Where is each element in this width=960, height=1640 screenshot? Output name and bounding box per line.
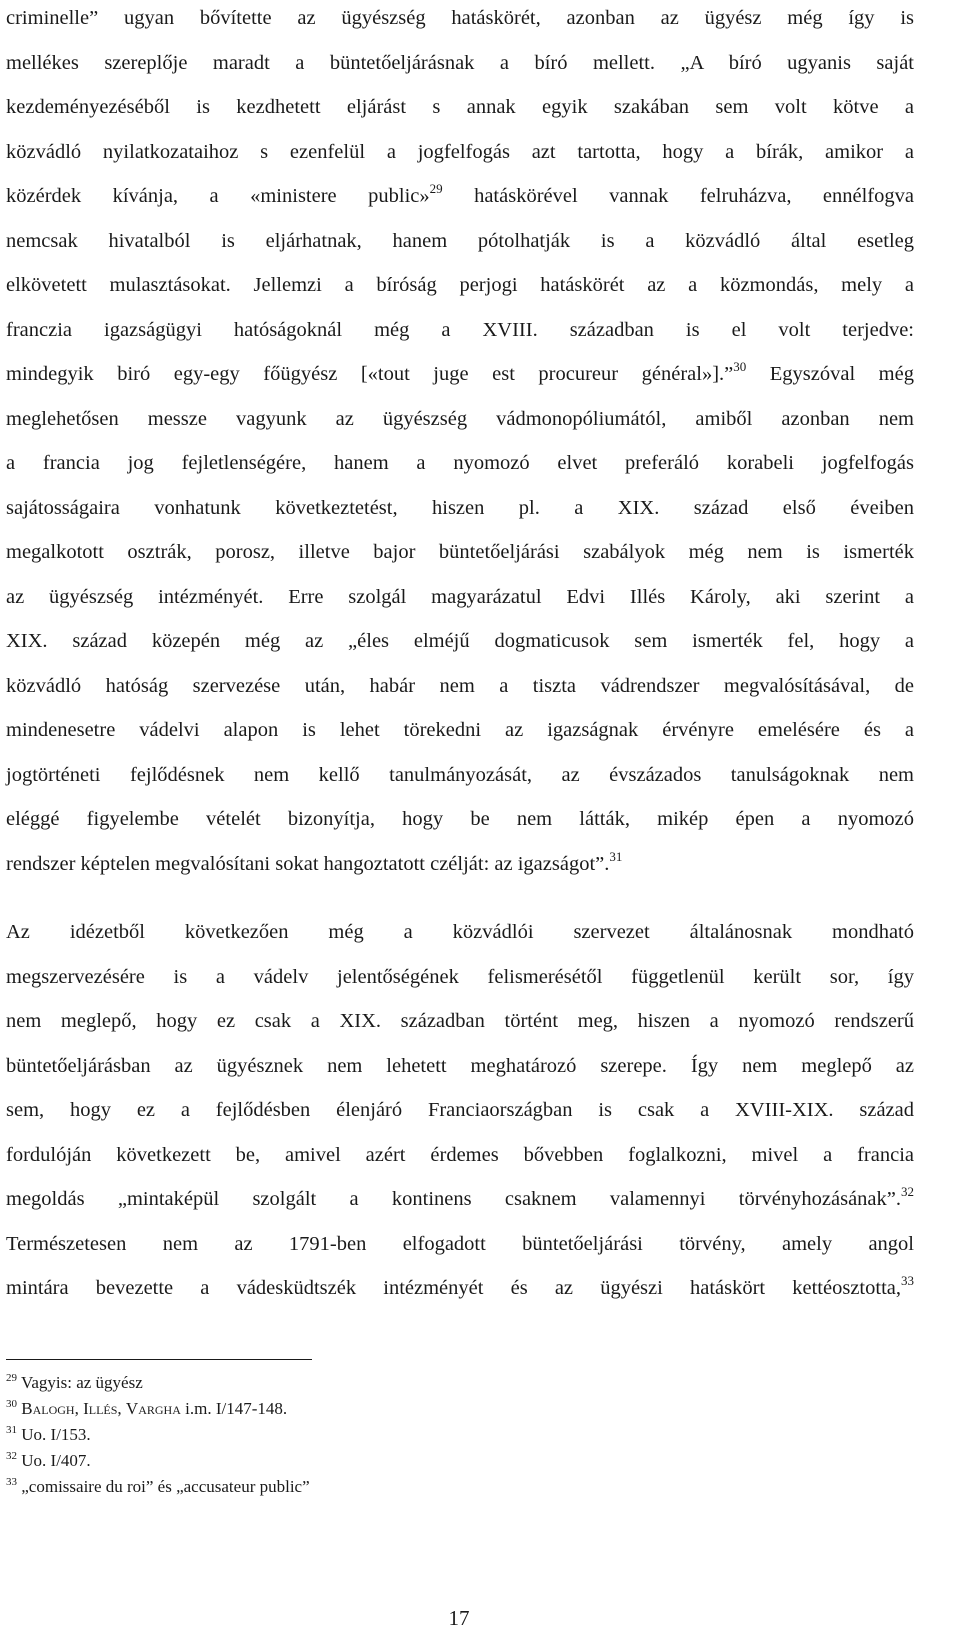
text-line: az ügyészség intézményét. Erre szolgál magyarázatul Edvi Illés Károly, aki szerint a [6,585,914,608]
footnote-author: Illés [83,1399,118,1418]
footnote-ref-33[interactable]: 33 [901,1273,914,1288]
footnote-separator [6,1359,312,1360]
line-text: hatáskörével vannak felruházva, ennélfogva [442,185,914,207]
line-text: mintára bevezette a vádesküdtszék intézményét és az ügyészi hatáskört kettéosztotta, [6,1277,901,1299]
footnote-text: Uo. I/407. [21,1451,91,1470]
footnote-ref-32[interactable]: 32 [901,1184,914,1199]
text-line: a francia jog fejletlenségére, hanem a nyomozó elvet preferáló korabeli jogfelfogás [6,452,914,474]
text-line: sajátosságaira vonhatunk következtetést, hiszen pl. a XIX. század első éveiben [6,496,914,519]
text-line: kezdeményezéséből is kezdhetett eljárást s annak egyik szakában sem volt kötve a [6,96,914,118]
footnote-number: 30 [6,1398,17,1410]
footnote-number: 31 [6,1424,17,1436]
footnote-text: Vagyis: az ügyész [20,1373,143,1392]
line-text: közérdek kívánja, a «ministere public» [6,185,430,207]
line-text: mindegyik biró egy-egy főügyész [«tout juge est procureur général»].” [6,363,734,385]
footnotes [6,1370,310,1500]
footnote-number: 32 [6,1450,17,1462]
text-line [6,174,914,219]
paragraph-1 [6,0,914,886]
text-line: XIX. század közepén még az „éles elméjű dogmaticusok sem ismerték fel, hogy a [6,630,914,652]
text-line [6,1266,914,1311]
line-text: Egyszóval még [746,363,914,385]
text-line: megalkotott osztrák, porosz, illetve bajor büntetőeljárási szabályok még nem is ismerték [6,541,914,563]
text-line: mindenesetre vádelvi alapon is lehet törekedni az igazságnak érvényre emelésére és a [6,719,914,741]
footnote-text: „comissaire du roi” és „accusateur public” [21,1477,310,1496]
text-line: criminelle” ugyan bővítette az ügyészség hatáskörét, azonban az ügyész még így is [6,7,914,29]
footnote-author: Vargha [125,1399,181,1418]
text-line: mellékes szereplője maradt a büntetőeljárásnak a bíró mellett. „A bíró ugyanis saját [6,51,914,74]
footnote-33 [6,1474,310,1500]
text-line: sem, hogy ez a fejlődésben élenjáró Franciaországban is csak a XVIII-XIX. század [6,1099,914,1121]
text-line: elkövetett mulasztásokat. Jellemzi a bíróság perjogi hatáskörét az a közmondás, mely a [6,274,914,296]
footnote-32 [6,1448,310,1474]
text-line: büntetőeljárásban az ügyésznek nem lehetett meghatározó szerepe. Így nem meglepő az [6,1054,914,1077]
text-line: nem meglepő, hogy ez csak a XIX. században történt meg, hiszen a nyomozó rendszerű [6,1010,914,1032]
text-line: franczia igazságügyi hatóságoknál még a XVIII. században is el volt terjedve: [6,318,914,341]
footnote-ref-31[interactable]: 31 [609,848,623,864]
text-line: közvádló nyilatkozataihoz s ezenfelül a jogfelfogás azt tartotta, hogy a bírák, amikor a [6,140,914,163]
footnote-text: i.m. I/147-148. [185,1399,288,1418]
text-line: jogtörténeti fejlődésnek nem kellő tanulmányozását, az évszázados tanulságoknak nem [6,763,914,786]
text-line [6,842,914,887]
footnote-ref-29[interactable]: 29 [429,181,443,196]
footnote-number: 33 [6,1476,17,1488]
text-line: Az idézetből következően még a közvádlói szervezet általánosnak mondható [6,921,914,943]
text-line: Természetesen nem az 1791-ben elfogadott büntetőeljárási törvény, amely angol [6,1232,914,1255]
text-line: közvádló hatóság szervezése után, habár nem a tiszta vádrendszer megvalósításával, de [6,674,914,697]
footnote-29 [6,1370,310,1396]
text-line [6,1177,914,1222]
text-line: megszervezésére is a vádelv jelentőségének felismerésétől függetlenül került sor, így [6,965,914,988]
text-line: nemcsak hivatalból is eljárhatnak, hanem pótolhatják is a közvádló által esetleg [6,229,914,252]
footnote-ref-30[interactable]: 30 [733,359,747,374]
footnote-30: $^{30}$ Balogh, Illés, Vargha i.m. I/147-148. [6,1398,288,1418]
footnote-number: 29 [6,1372,17,1384]
footnote-31 [6,1422,310,1448]
line-text: megoldás „mintaképül szolgált a kontinens csaknem valamennyi törvényhozásának”. [6,1188,901,1210]
text-line: eléggé figyelembe vételét bizonyítja, hogy be nem látták, mikép épen a nyomozó [6,808,914,830]
footnote-text: Uo. I/153. [21,1425,91,1444]
text-line [6,352,914,397]
page-number: 17 [448,1606,470,1630]
footnote-author: Balogh [21,1399,75,1418]
paragraph-2 [6,910,914,1311]
text-line: fordulóján következett be, amivel azért érdemes bővebben foglalkozni, mivel a francia [6,1143,914,1166]
text-line: meglehetősen messze vagyunk az ügyészség vádmonopóliumától, amiből azonban nem [6,407,914,430]
line-text: rendszer képtelen megvalósítani sokat hangoztatott czélját: az igazságot”. [6,852,610,875]
